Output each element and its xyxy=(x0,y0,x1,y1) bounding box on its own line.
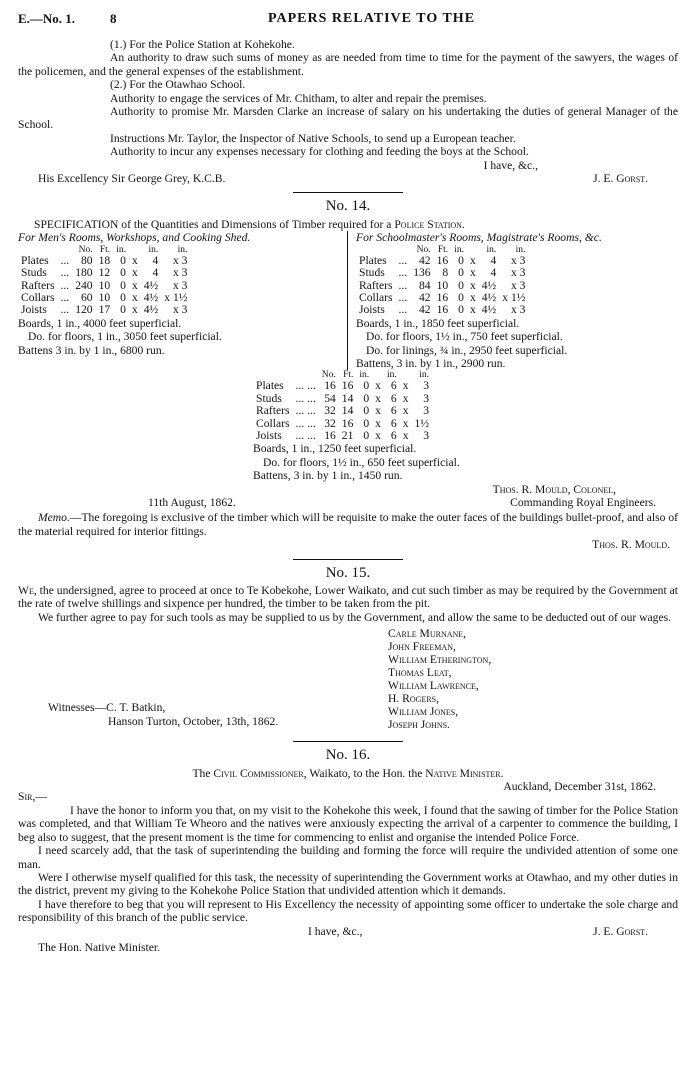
no16-subheading xyxy=(18,767,678,780)
mens-rooms-column xyxy=(18,231,348,370)
timber-value: x xyxy=(375,404,381,418)
timber-value: 4½ xyxy=(481,278,497,292)
timber-value: x 1½ xyxy=(502,290,526,304)
timber-value: 14 xyxy=(341,404,354,418)
timber-value: x 3 xyxy=(172,253,188,267)
no16-p4: I have therefore to beg that you will represent to His Excellency the necessity of appointing some officer to undertake the sole charge and responsibility of this branch of the public service. xyxy=(18,897,678,925)
signatory-name: Joseph Johns. xyxy=(388,718,450,732)
timber-value: 0 xyxy=(363,391,370,405)
timber-value: x 3 xyxy=(510,253,526,267)
schoolmaster-rooms-column xyxy=(348,231,678,370)
timber-value: ... ... xyxy=(295,391,316,405)
timber-value: ... xyxy=(398,253,408,267)
timber-name: Studs xyxy=(21,266,47,280)
timber-value: 8 xyxy=(442,266,449,280)
timber-value: 0 xyxy=(120,266,126,280)
no14-memo xyxy=(18,511,678,538)
no16-addressee: The Hon. Native Minister. xyxy=(38,940,161,954)
timber-value: x 3 xyxy=(510,266,526,280)
timber-value: 1½ xyxy=(414,416,430,430)
timber-value: ... xyxy=(398,278,408,292)
no15-section xyxy=(18,564,678,738)
timber-value: x 3 xyxy=(172,303,188,317)
memo-signature: Thos. R. Mould. xyxy=(592,538,670,552)
timber-value: 17 xyxy=(98,303,111,317)
timber-note: Boards, 1 in., 1250 feet superficial. xyxy=(253,442,417,456)
timber-value: 16 xyxy=(436,290,449,304)
timber-value: 10 xyxy=(98,278,111,292)
table-row xyxy=(18,304,190,316)
timber-value: 4½ xyxy=(481,290,497,304)
spec-target: Police Station. xyxy=(394,217,465,231)
intro-p2-b: Authority to promise Mr. Marsden Clarke an increase of salary on his undertaking the duties of general Manager of the School. xyxy=(18,105,678,132)
timber-value: 0 xyxy=(363,404,370,418)
timber-value: 0 xyxy=(458,290,464,304)
timber-name: Studs xyxy=(359,266,385,280)
section-rule xyxy=(293,192,403,193)
timber-value: x xyxy=(131,278,138,292)
timber-value: 0 xyxy=(363,416,370,430)
intro-p2-head: (2.) For the Otawhao School. xyxy=(110,78,246,92)
timber-value: x xyxy=(402,404,409,418)
timber-value: x xyxy=(402,391,409,405)
timber-value: 3 xyxy=(423,391,430,405)
table-row xyxy=(253,380,432,392)
timber-value: x xyxy=(131,303,138,317)
intro-p2-a: Authority to engage the services of Mr. Chitham, to alter and repair the premises. xyxy=(110,91,487,105)
timber-value: 16 xyxy=(436,303,449,317)
table-row xyxy=(253,405,432,417)
timber-value: ... xyxy=(60,303,70,317)
timber-value: ... xyxy=(398,303,408,317)
timber-name: Collars xyxy=(359,290,393,304)
timber-name: Collars xyxy=(256,416,290,430)
intro-section xyxy=(18,38,678,185)
sub-mid: Waikato, to the Hon. the xyxy=(309,766,423,780)
running-header xyxy=(18,12,678,32)
timber-name: Rafters xyxy=(21,278,55,292)
signatory-name: William Jones, xyxy=(388,705,459,719)
column-head: in. xyxy=(419,370,430,381)
signatory-name: William Etherington, xyxy=(388,653,492,667)
timber-name: Studs xyxy=(256,391,282,405)
timber-value: 14 xyxy=(341,391,354,405)
timber-value: 120 xyxy=(75,303,93,317)
timber-value: x xyxy=(469,278,476,292)
timber-value: ... ... xyxy=(295,404,316,418)
timber-value: 0 xyxy=(120,303,126,317)
timber-value: 4 xyxy=(490,266,497,280)
column-head: in. xyxy=(148,244,159,255)
timber-value: x 1½ xyxy=(164,290,188,304)
timber-value: 0 xyxy=(458,266,464,280)
timber-value: 21 xyxy=(341,428,354,442)
timber-value: x xyxy=(375,416,381,430)
section-rule xyxy=(293,559,403,560)
timber-value: 6 xyxy=(390,428,397,442)
timber-value: 16 xyxy=(341,416,354,430)
timber-value: x xyxy=(131,266,138,280)
timber-value: 16 xyxy=(341,379,354,393)
section-rule xyxy=(293,741,403,742)
timber-value: x xyxy=(131,253,138,267)
column-head: Ft. xyxy=(437,244,449,255)
timber-name: Rafters xyxy=(256,404,290,418)
column-head: No. xyxy=(78,244,93,255)
timber-value: 10 xyxy=(436,278,449,292)
timber-value: 42 xyxy=(419,303,431,317)
timber-value: x xyxy=(402,379,409,393)
witness-block xyxy=(18,701,678,737)
third-table xyxy=(253,370,432,442)
timber-value: 4½ xyxy=(481,303,497,317)
timber-value: 0 xyxy=(363,428,370,442)
no16-p1: I have the honor to inform you that, on my visit to the Kohekohe this week, I found that the sawing of timber for the Police Station was completed, and that William Te Wheoro and the natives were anxiously expecting the arrival of a carpenter to commence the building, I beg also to suggest, that the present moment is the time for commencing to enlist and organise the intended Police Force. xyxy=(18,803,678,844)
witness-1: Witnesses—C. T. Batkin, xyxy=(48,701,166,715)
column-head: in. xyxy=(486,244,497,255)
no16-section xyxy=(18,749,678,954)
timber-value: ... xyxy=(60,266,70,280)
timber-value: 0 xyxy=(120,290,126,304)
timber-note: Do. for floors, 1½ in., 650 feet superficial. xyxy=(263,455,460,469)
timber-value: x xyxy=(402,428,409,442)
no15-p1 xyxy=(18,584,678,611)
intro-signature-line xyxy=(18,172,678,185)
timber-name: Plates xyxy=(359,253,387,267)
no14-section xyxy=(18,200,678,551)
timber-value: 16 xyxy=(324,379,336,393)
timber-value: ... ... xyxy=(295,379,316,393)
timber-note: Do. for floors, 1½ in., 750 feet superficial. xyxy=(366,330,563,344)
timber-value: 3 xyxy=(423,379,430,393)
timber-note: Battens, 3 in. by 1 in., 1450 run. xyxy=(253,469,403,483)
timber-value: 84 xyxy=(419,278,431,292)
no15-lead: We, xyxy=(18,584,37,598)
no14-date-line xyxy=(18,496,678,509)
timber-value: 6 xyxy=(390,404,397,418)
timber-value: 10 xyxy=(98,290,111,304)
timber-value: ... xyxy=(60,278,70,292)
column-head: in. xyxy=(116,244,126,255)
timber-name: Joists xyxy=(256,428,282,442)
column-head: Ft. xyxy=(343,370,354,381)
column-head: Ft. xyxy=(99,244,111,255)
timber-value: ... xyxy=(60,253,70,267)
signatory-name: Carle Murnane, xyxy=(388,627,467,641)
no16-salutation: Sir,— xyxy=(18,790,47,804)
timber-name: Joists xyxy=(359,303,385,317)
timber-value: 0 xyxy=(120,278,126,292)
timber-value: 42 xyxy=(419,290,431,304)
timber-note: Battens, 3 in. by 1 in., 2900 run. xyxy=(356,356,506,370)
timber-value: 18 xyxy=(98,253,111,267)
timber-value: 0 xyxy=(458,253,464,267)
timber-value: 32 xyxy=(324,416,336,430)
spec-prefix: SPECIFICATION of the Quantities and Dimensions of Timber required for a xyxy=(34,217,392,231)
mould-name: Thos. R. Mould, Colonel, xyxy=(492,482,616,496)
timber-value: 32 xyxy=(324,404,336,418)
timber-value: ... xyxy=(398,290,408,304)
timber-value: x 3 xyxy=(510,303,526,317)
no16-closing-line xyxy=(18,925,678,938)
timber-value: 4½ xyxy=(143,303,159,317)
timber-value: x xyxy=(375,379,381,393)
intro-p1-head: (1.) For the Police Station at Kohekohe. xyxy=(110,38,295,51)
timber-value: x xyxy=(402,416,409,430)
timber-value: x 3 xyxy=(172,278,188,292)
timber-value: ... ... xyxy=(295,416,316,430)
timber-value: x xyxy=(469,290,476,304)
timber-note: Boards, 1 in., 1850 feet superficial. xyxy=(356,316,520,330)
timber-name: Collars xyxy=(21,290,55,304)
no15-p2: We further agree to pay for such tools as may be supplied to us by the Government, and allow the same to be deducted out of our wages. xyxy=(38,610,672,624)
intro-addressee: His Excellency Sir George Grey, K.C.B. xyxy=(38,172,226,186)
timber-value: x xyxy=(375,428,381,442)
signatory-name: William Lawrence, xyxy=(388,679,479,693)
timber-value: 180 xyxy=(75,266,93,280)
timber-value: 6 xyxy=(390,416,397,430)
running-title: PAPERS RELATIVE TO THE xyxy=(268,11,476,26)
timber-value: 12 xyxy=(98,266,111,280)
column-head: No. xyxy=(416,244,431,255)
timber-value: 0 xyxy=(458,278,464,292)
timber-note: Do. for linings, ¾ in., 2950 feet superficial. xyxy=(366,343,568,357)
timber-name: Plates xyxy=(21,253,49,267)
timber-value: 42 xyxy=(419,253,431,267)
timber-note: Boards, 1 in., 4000 feet superficial. xyxy=(18,316,182,330)
signatory-name: Thomas Leat, xyxy=(388,666,452,680)
paper-reference: E.—No. 1. xyxy=(18,11,76,26)
timber-value: 4 xyxy=(490,253,497,267)
column-head: No. xyxy=(321,370,336,381)
no14-specification xyxy=(18,218,678,231)
no15-heading: No. 15. xyxy=(325,564,371,581)
timber-value: 4½ xyxy=(143,290,159,304)
memo-label: Memo. xyxy=(38,511,70,525)
table-row xyxy=(253,430,432,442)
timber-value: x 3 xyxy=(172,266,188,280)
timber-columns xyxy=(18,231,678,370)
no14-date: 11th August, 1862. xyxy=(148,496,236,509)
signatory-name: John Freeman, xyxy=(388,640,456,654)
table-row xyxy=(356,267,528,279)
timber-value: ... xyxy=(398,266,408,280)
column-head: in. xyxy=(454,244,464,255)
schoolmaster-rooms-notes xyxy=(356,317,678,371)
page-number: 8 xyxy=(110,11,117,26)
timber-value: 6 xyxy=(390,379,397,393)
mens-rooms-notes xyxy=(18,317,343,357)
signatory-name: H. Rogers, xyxy=(388,692,440,706)
timber-value: 240 xyxy=(75,278,93,292)
mens-rooms-table xyxy=(18,245,190,317)
timber-value: 16 xyxy=(436,253,449,267)
timber-name: Plates xyxy=(256,379,284,393)
intro-p2-d: Authority to incur any expenses necessary for clothing and feeding the boys at the School. xyxy=(110,145,529,159)
table-row xyxy=(18,267,190,279)
column-head: in. xyxy=(177,244,188,255)
no15-p1-text: the undersigned, agree to proceed at once to Te Kobekohe, Lower Waikato, and cut such timber as may be required by the Government at the rate of twelve shillings and sixpence per hundred, the timber to be taken from the pit. xyxy=(18,584,678,611)
timber-value: 4 xyxy=(152,253,159,267)
timber-value: 0 xyxy=(458,303,464,317)
timber-value: 54 xyxy=(324,391,336,405)
timber-note: Battens 3 in. by 1 in., 6800 run. xyxy=(18,343,165,357)
no16-heading: No. 16. xyxy=(325,747,371,764)
sub-from: Civil Commissioner, xyxy=(213,766,307,780)
timber-value: 4½ xyxy=(143,278,159,292)
column-head: in. xyxy=(386,370,397,381)
no16-p2: I need scarcely add, that the task of superintending the building and forming the force will require the undivided attention of some one man. xyxy=(18,844,678,871)
sub-the: The xyxy=(192,766,211,780)
intro-p2-c: Instructions Mr. Taylor, the Inspector of Native Schools, to send up a European teacher. xyxy=(110,131,516,145)
third-notes xyxy=(253,442,678,482)
timber-value: x xyxy=(469,266,476,280)
timber-value: 60 xyxy=(81,290,93,304)
timber-value: x xyxy=(131,290,138,304)
intro-p1-body: An authority to draw such sums of money as are needed from time to time for the payment of the sawyers, the wages of the policemen, and the general expenses of the establishment. xyxy=(18,51,678,78)
column-head: in. xyxy=(515,244,526,255)
no14-sig-title: Commanding Royal Engineers. xyxy=(510,496,656,509)
timber-value: 3 xyxy=(423,428,430,442)
timber-name: Rafters xyxy=(359,278,393,292)
sub-to: Native Minister. xyxy=(425,766,504,780)
witness-2: Hanson Turton, October, 13th, 1862. xyxy=(108,715,279,729)
schoolmaster-rooms-table xyxy=(356,245,528,317)
timber-value: ... ... xyxy=(295,428,316,442)
schoolmaster-rooms-title: For Schoolmaster's Rooms, Magistrate's Rooms, &c. xyxy=(356,231,602,245)
intro-signature: J. E. Gorst. xyxy=(593,172,648,186)
timber-value: x xyxy=(375,391,381,405)
timber-note: Do. for floors, 1 in., 3050 feet superficial. xyxy=(28,330,222,344)
timber-value: 136 xyxy=(413,266,431,280)
timber-value: 6 xyxy=(390,391,397,405)
no14-heading: No. 14. xyxy=(325,198,371,215)
timber-value: x xyxy=(469,303,476,317)
timber-name: Joists xyxy=(21,303,47,317)
timber-value: 4 xyxy=(152,266,159,280)
timber-value: ... xyxy=(60,290,70,304)
intro-closing: I have, &c., xyxy=(483,158,538,172)
third-block xyxy=(253,370,678,482)
timber-value: x 3 xyxy=(510,278,526,292)
timber-value: 80 xyxy=(81,253,93,267)
timber-value: 0 xyxy=(120,253,126,267)
no16-p3: Were I otherwise myself qualified for this task, the necessity of superintending the Government works at Otawhao, and my other duties in the district, prevent my giving to the Kohekohe Police Station that undivided attention which it demands. xyxy=(18,870,678,898)
no14-sig-name xyxy=(18,483,678,496)
no16-closing: I have, &c., xyxy=(308,924,363,938)
timber-value: x xyxy=(469,253,476,267)
no16-signature: J. E. Gorst. xyxy=(593,924,648,938)
timber-value: 16 xyxy=(324,428,336,442)
mens-rooms-title: For Men's Rooms, Workshops, and Cooking Shed. xyxy=(18,231,251,245)
table-row xyxy=(356,304,528,316)
memo-text: —The foregoing is exclusive of the timber which will be requisite to make the outer faces of the buildings bullet-proof, and also of the material required for interior fittings. xyxy=(18,511,678,538)
column-head: in. xyxy=(359,370,370,381)
timber-value: 3 xyxy=(423,404,430,418)
no16-place-date: Auckland, December 31st, 1862. xyxy=(503,780,656,794)
timber-value: 0 xyxy=(363,379,370,393)
